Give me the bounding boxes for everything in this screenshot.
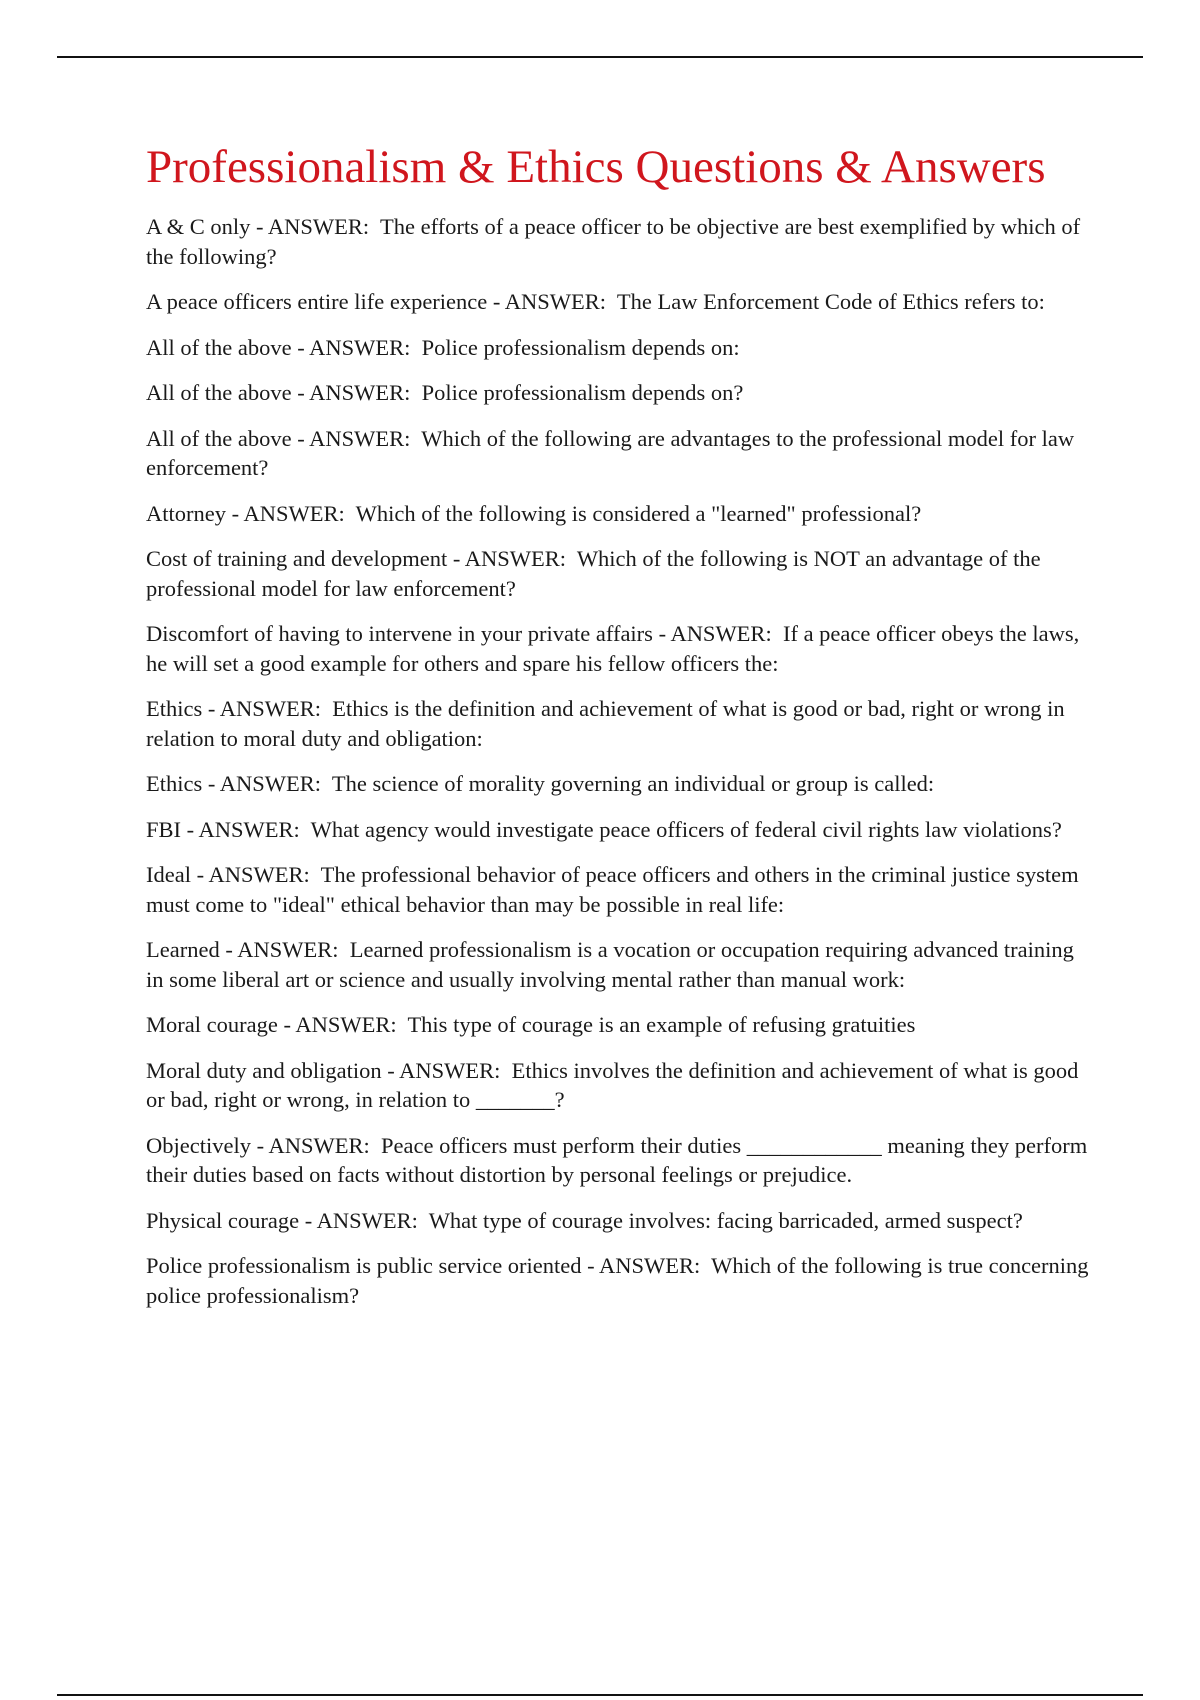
qa-answer: Ethics (146, 696, 203, 722)
qa-item (146, 212, 1096, 271)
qa-answer: Ideal (146, 862, 191, 888)
qa-item (146, 378, 1096, 408)
answer-separator: - ANSWER: (299, 1207, 429, 1233)
qa-item (146, 694, 1096, 753)
qa-question: What type of courage involves: facing barricaded, armed suspect? (428, 1207, 1023, 1233)
top-rule (57, 56, 1143, 58)
answer-separator: - ANSWER: (202, 771, 332, 797)
qa-answer: Cost of training and development (146, 546, 448, 572)
qa-answer: All of the above (146, 425, 292, 451)
qa-list (146, 212, 1096, 1310)
qa-item (146, 860, 1096, 919)
answer-separator: - ANSWER: (225, 500, 356, 526)
qa-question: Which of the following are advantages to the professional model for law enforcement? (146, 425, 1080, 481)
qa-item (146, 935, 1096, 994)
qa-item (146, 769, 1096, 799)
document-title: Professionalism & Ethics Questions & Answers (146, 141, 1046, 193)
answer-separator: - ANSWER: (219, 937, 350, 963)
qa-item (146, 544, 1096, 603)
answer-separator: - ANSWER: (190, 862, 321, 888)
qa-question: The professional behavior of peace officers and others in the criminal justice system must come to "ideal" ethical behavior than may be possible in real life: (146, 862, 1085, 917)
qa-item (146, 1010, 1096, 1040)
answer-separator: - ANSWER: (447, 546, 577, 572)
qa-question: Peace officers must perform their duties ____________ meaning they perform their duties based on facts without distortion by personal feelings or prejudice. (146, 1132, 1093, 1188)
answer-separator: - ANSWER: (250, 1132, 381, 1158)
qa-answer: A peace officers entire life experience (146, 289, 488, 315)
qa-question: Learned professionalism is a vocation or occupation requiring advanced training in some liberal art or science and usually involving mental rather than manual work: (146, 937, 1080, 992)
qa-question: If a peace officer obeys the laws, he will set a good example for others and spare his fellow officers the: (146, 621, 1085, 676)
qa-answer: A & C only (146, 214, 251, 240)
answer-separator: - ANSWER: (487, 289, 617, 315)
qa-answer: Ethics (146, 771, 203, 797)
document-body (146, 140, 1096, 1326)
qa-item (146, 333, 1096, 363)
qa-question: Police professionalism depends on? (421, 380, 744, 406)
qa-question: Which of the following is true concerning police professionalism? (146, 1253, 1095, 1308)
qa-question: The Law Enforcement Code of Ethics refers to: (616, 289, 1045, 315)
qa-answer: Police professionalism is public service oriented (146, 1253, 582, 1279)
qa-item (146, 1131, 1096, 1190)
answer-separator: - ANSWER: (652, 621, 783, 647)
qa-answer: Moral duty and obligation (146, 1057, 382, 1083)
qa-question: The science of morality governing an individual or group is called: (331, 771, 935, 797)
answer-separator: - ANSWER: (181, 816, 311, 842)
answer-separator: - ANSWER: (250, 214, 381, 240)
qa-question: The efforts of a peace officer to be objective are best exemplified by which of the following? (146, 214, 1086, 269)
qa-answer: Learned (146, 937, 220, 963)
qa-question: What agency would investigate peace officers of federal civil rights law violations? (310, 816, 1062, 842)
answer-separator: - ANSWER: (581, 1253, 712, 1279)
qa-question: Ethics involves the definition and achievement of what is good or bad, right or wrong, in relation to _______? (146, 1057, 1084, 1113)
answer-separator: - ANSWER: (381, 1057, 512, 1083)
answer-separator: - ANSWER: (291, 380, 422, 406)
qa-question: This type of courage is an example of refusing gratuities (407, 1012, 916, 1038)
qa-item (146, 424, 1096, 483)
qa-answer: Objectively (146, 1132, 251, 1158)
answer-separator: - ANSWER: (277, 1012, 408, 1038)
qa-answer: Moral courage (146, 1012, 278, 1038)
qa-item (146, 1206, 1096, 1236)
qa-item (146, 287, 1096, 317)
qa-item (146, 1251, 1096, 1310)
bottom-rule (57, 1694, 1143, 1696)
qa-question: Which of the following is NOT an advantage of the professional model for law enforcement? (146, 546, 1047, 601)
qa-answer: FBI (146, 816, 182, 842)
qa-item (146, 1056, 1096, 1115)
qa-answer: Physical courage (146, 1207, 300, 1233)
qa-question: Police professionalism depends on: (421, 334, 740, 360)
qa-answer: Attorney (146, 500, 226, 526)
qa-item (146, 619, 1096, 678)
qa-question: Which of the following is considered a "learned" professional? (355, 500, 922, 526)
answer-separator: - ANSWER: (291, 334, 422, 360)
qa-answer: All of the above (146, 334, 292, 360)
qa-item (146, 815, 1096, 845)
answer-separator: - ANSWER: (202, 696, 333, 722)
qa-answer: Discomfort of having to intervene in your private affairs (146, 621, 653, 647)
qa-question: Ethics is the definition and achievement of what is good or bad, right or wrong in relation to moral duty and obligation: (146, 696, 1071, 751)
qa-item (146, 499, 1096, 529)
answer-separator: - ANSWER: (291, 425, 422, 451)
qa-answer: All of the above (146, 380, 292, 406)
